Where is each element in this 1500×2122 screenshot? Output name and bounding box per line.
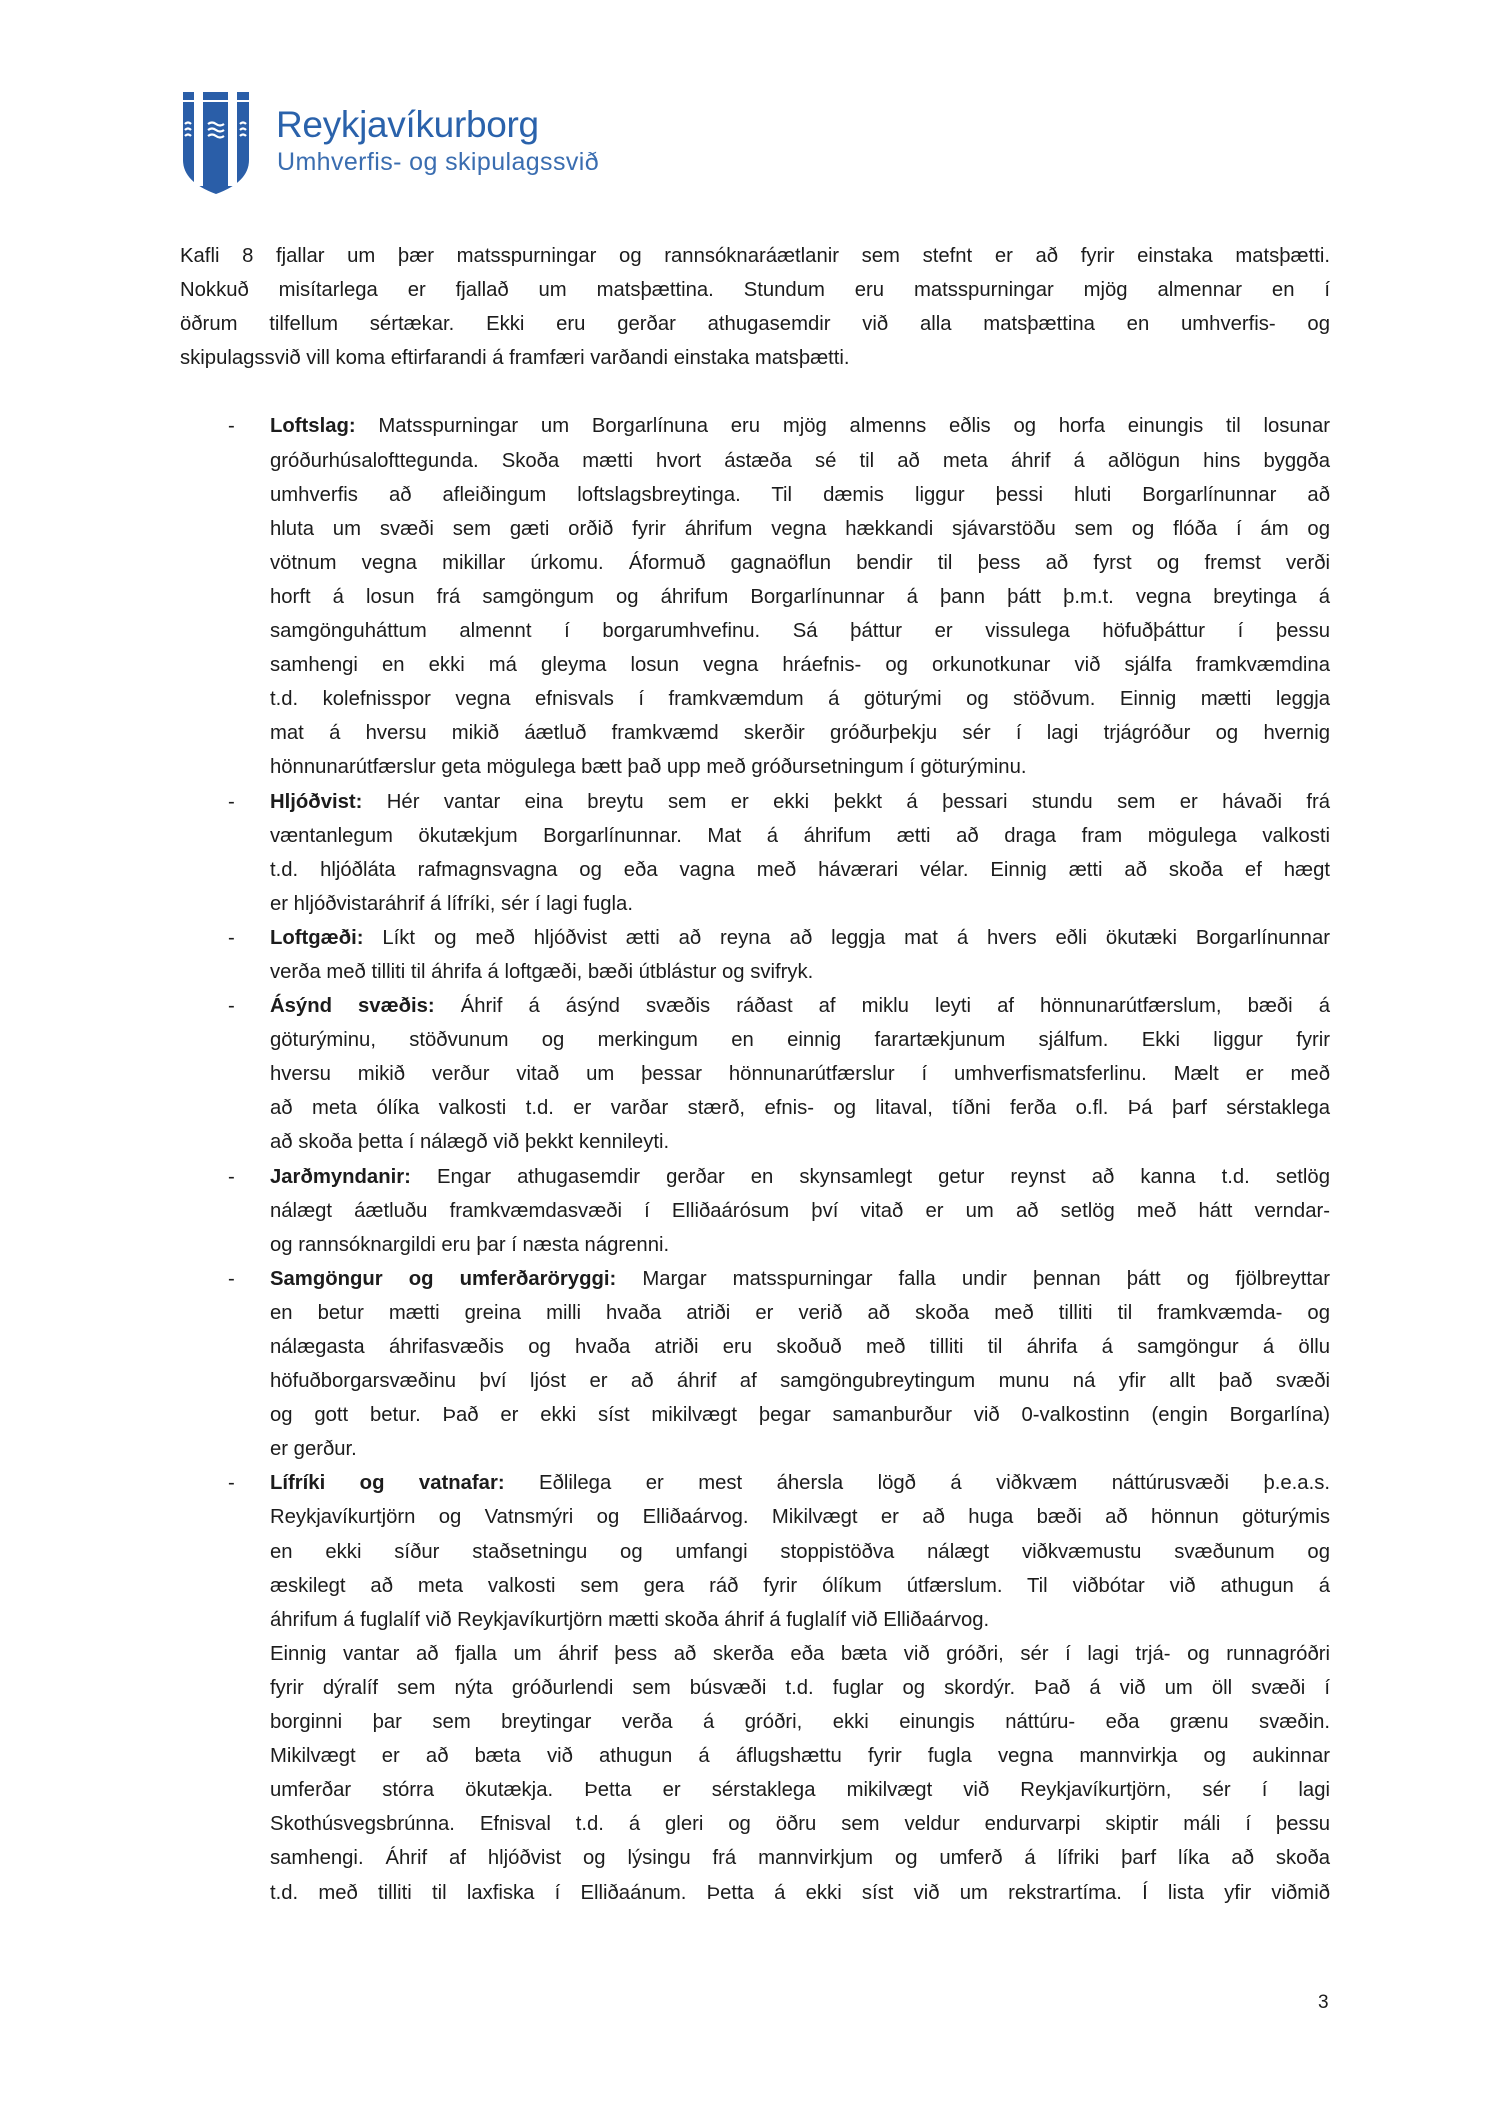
text-line: samhengi en ekki má gleyma losun vegna hráefnis- og orkunotkunar við sjálfa framkvæmdina	[270, 654, 1330, 677]
department-name: Umhverfis- og skipulagssvið	[277, 148, 600, 176]
text-line: öðrum tilfellum sértækar. Ekki eru gerðar athugasemdir við alla matsþættina en umhverfis- og	[180, 313, 1330, 336]
text-line: Mikilvægt er að bæta við athugun á áflugshættu fyrir fugla vegna mannvirkja og aukinnar	[270, 1745, 1330, 1768]
item-label: Samgöngur og umferðaröryggi:	[270, 1267, 617, 1290]
item-label: Jarðmyndanir:	[270, 1165, 411, 1188]
text-line: Nokkuð misítarlega er fjallað um matsþættina. Stundum eru matsspurningar mjög almennar en í	[180, 279, 1330, 302]
text-line: áhrifum á fuglalíf við Reykjavíkurtjörn mætti skoða áhrif á fuglalíf við Elliðaárvog.	[270, 1608, 990, 1631]
text-line: t.d. hljóðláta rafmagnsvagna og eða vagna með háværari vélar. Einnig ætti að skoða ef hægt	[270, 858, 1330, 881]
page-number: 3	[1318, 1992, 1329, 2013]
text-line: að meta ólíka valkosti t.d. er varðar stærð, efnis- og litaval, tíðni ferða o.fl. Þá þarf sérstaklega	[270, 1097, 1330, 1120]
text-line: hluta um svæði sem gæti orðið fyrir áhrifum vegna hækkandi sjávarstöðu sem og flóða í ám og	[270, 517, 1330, 540]
text-line: Einnig vantar að fjalla um áhrif þess að skerða eða bæta við gróðri, sér í lagi trjá- og runnagróðri	[270, 1642, 1330, 1665]
bullet-dash: -	[228, 1472, 235, 1495]
item-text: Áhrif á ásýnd svæðis ráðast af miklu leyti af hönnunarútfærslum, bæði á	[434, 995, 1330, 1018]
text-line: er gerður.	[270, 1438, 357, 1461]
text-line: Skothúsvegsbrúnna. Efnisval t.d. á gleri og öðru sem veldur endurvarpi skiptir máli í þessu	[270, 1813, 1330, 1836]
text-line: gróðurhúsalofttegunda. Skoða mætti hvort ástæða sé til að meta áhrif á aðlögun hins byggða	[270, 449, 1330, 472]
list-item	[180, 921, 1330, 989]
item-label: Ásýnd svæðis:	[270, 995, 435, 1018]
list-item	[180, 409, 1330, 784]
text-line: umhverfis að afleiðingum loftslagsbreytinga. Til dæmis liggur þessi hluti Borgarlínunnar að	[270, 483, 1330, 506]
blank-line	[180, 375, 1330, 409]
text-line: vötnum vegna mikillar úrkomu. Áformuð gagnaöflun bendir til þess að fyrst og fremst verði	[270, 551, 1330, 574]
item-label: Loftslag:	[270, 415, 356, 438]
text-line	[270, 921, 1330, 955]
text-line: höfuðborgarsvæðinu því ljóst er að áhrif af samgöngubreytingum munu ná yfir allt það svæði	[270, 1370, 1330, 1393]
list-item	[180, 1160, 1330, 1262]
item-label: Hljóðvist:	[270, 790, 363, 813]
text-line: og gott betur. Það er ekki síst mikilvægt þegar samanburður við 0-valkostinn (engin Borgarlína)	[270, 1404, 1330, 1427]
text-line: Reykjavíkurtjörn og Vatnsmýri og Elliðaárvog. Mikilvægt er að huga bæði að hönnun göturýmis	[270, 1506, 1330, 1529]
text-line: samhengi. Áhrif af hljóðvist og lýsingu frá mannvirkjum og umferð á lífriki þarf líka að skoða	[270, 1847, 1330, 1870]
text-line: æskilegt að meta valkosti sem gera ráð fyrir ólíkum útfærslum. Til viðbótar við athugun á	[270, 1574, 1330, 1597]
bullet-dash: -	[228, 415, 235, 438]
text-line	[270, 989, 1330, 1023]
text-line	[270, 785, 1330, 819]
bullet-dash: -	[228, 790, 235, 813]
text-line: að skoða þetta í nálægð við þekkt kennileyti.	[270, 1131, 670, 1154]
bullet-dash: -	[228, 1165, 235, 1188]
text-line: verða með tilliti til áhrifa á loftgæði, bæði útblástur og svifryk.	[270, 960, 814, 983]
text-line: horft á losun frá samgöngum og áhrifum Borgarlínunnar á þann þátt þ.m.t. vegna breytinga á	[270, 585, 1330, 608]
text-line: samgönguháttum almennt í borgarumhvefinu. Sá þáttur er vissulega höfuðþáttur í þessu	[270, 620, 1330, 643]
document-body	[180, 239, 1330, 1910]
text-line	[270, 1262, 1330, 1296]
text-line	[270, 1466, 1330, 1500]
continuation-paragraph	[180, 1637, 1330, 1910]
item-text: Eðlilega er mest áhersla lögð á viðkvæm náttúrusvæði þ.e.a.s.	[504, 1472, 1330, 1495]
text-line: nálægt áætluðu framkvæmdasvæði í Elliðaárósum því vitað er um að setlög með hátt verndar-	[270, 1199, 1330, 1222]
text-line: fyrir dýralíf sem nýta gróðurlendi sem búsvæði t.d. fuglar og skordýr. Það á við um öll svæði í	[270, 1676, 1330, 1699]
text-line: hönnunarútfærslur geta mögulega bætt það upp með gróðursetningum í göturýminu.	[270, 756, 1027, 779]
item-text: Hér vantar eina breytu sem er ekki þekkt á þessari stundu sem er hávaði frá	[362, 790, 1330, 813]
text-line: umferðar stórra ökutækja. Þetta er sérstaklega mikilvægt við Reykjavíkurtjörn, sér í lagi	[270, 1779, 1330, 1802]
list-item	[180, 1466, 1330, 1636]
text-line: en ekki síður staðsetningu og umfangi stoppistöðva nálægt viðkvæmustu svæðunum og	[270, 1540, 1330, 1563]
text-line: og rannsóknargildi eru þar í næsta nágrenni.	[270, 1233, 670, 1256]
text-line	[270, 1160, 1330, 1194]
text-line: skipulagssvið vill koma eftirfarandi á framfæri varðandi einstaka matsþætti.	[180, 347, 850, 370]
bullet-dash: -	[228, 1267, 235, 1290]
text-line: nálægasta áhrifasvæðis og hvaða atriði eru skoðuð með tilliti til áhrifa á samgöngur á öllu	[270, 1336, 1330, 1358]
text-line: t.d. með tilliti til laxfiska í Elliðaánum. Þetta á ekki síst við um rekstrartíma. Í lista yfir viðmið	[270, 1881, 1330, 1904]
organization-name: Reykjavíkurborg	[276, 104, 539, 145]
text-line: t.d. kolefnisspor vegna efnisvals í framkvæmdum á göturými og stöðvum. Einnig mætti leggja	[270, 688, 1330, 711]
text-line: göturýminu, stöðvunum og merkingum en einnig farartækjunum sjálfum. Ekki liggur fyrir	[270, 1029, 1330, 1052]
item-text: Matsspurningar um Borgarlínuna eru mjög almenns eðlis og horfa einungis til losunar	[355, 415, 1330, 438]
text-line: borginni þar sem breytingar verða á gróðri, ekki einungis náttúru- eða grænu svæðin.	[270, 1711, 1330, 1734]
intro-paragraph	[180, 239, 1330, 375]
assessment-factor-list	[180, 409, 1330, 1909]
text-line: Kafli 8 fjallar um þær matsspurningar og rannsóknaráætlanir sem stefnt er að fyrir einstaka matsþætti.	[180, 245, 1330, 267]
bullet-dash: -	[228, 926, 235, 949]
text-line: mat á hversu mikið áætluð framkvæmd skerðir gróðurþekju sér í lagi trjágróður og hvernig	[270, 722, 1330, 745]
item-label: Loftgæði:	[270, 926, 364, 949]
text-line: er hljóðvistaráhrif á lífríki, sér í lagi fugla.	[270, 892, 633, 915]
text-line: hversu mikið verður vitað um þessar hönnunarútfærslur í umhverfismatsferlinu. Mælt er með	[270, 1063, 1330, 1086]
item-label: Lífríki og vatnafar:	[270, 1472, 505, 1495]
item-text: Margar matsspurningar falla undir þennan þátt og fjölbreyttar	[616, 1267, 1331, 1290]
list-item	[180, 1262, 1330, 1467]
list-item	[180, 785, 1330, 921]
bullet-dash: -	[228, 995, 235, 1018]
text-line: væntanlegum ökutækjum Borgarlínunnar. Mat á áhrifum ætti að draga fram mögulega valkosti	[270, 824, 1330, 847]
list-item	[180, 989, 1330, 1159]
item-text: Engar athugasemdir gerðar en skynsamlegt getur reynst að kanna t.d. setlög	[410, 1165, 1330, 1188]
coat-of-arms-logo-icon	[181, 90, 251, 196]
text-line: en betur mætti greina milli hvaða atriði er verið að skoða með tilliti til framkvæmda- og	[270, 1301, 1330, 1324]
item-text: Líkt og með hljóðvist ætti að reyna að leggja mat á hvers eðli ökutæki Borgarlínunnar	[363, 926, 1330, 949]
text-line	[270, 409, 1330, 443]
